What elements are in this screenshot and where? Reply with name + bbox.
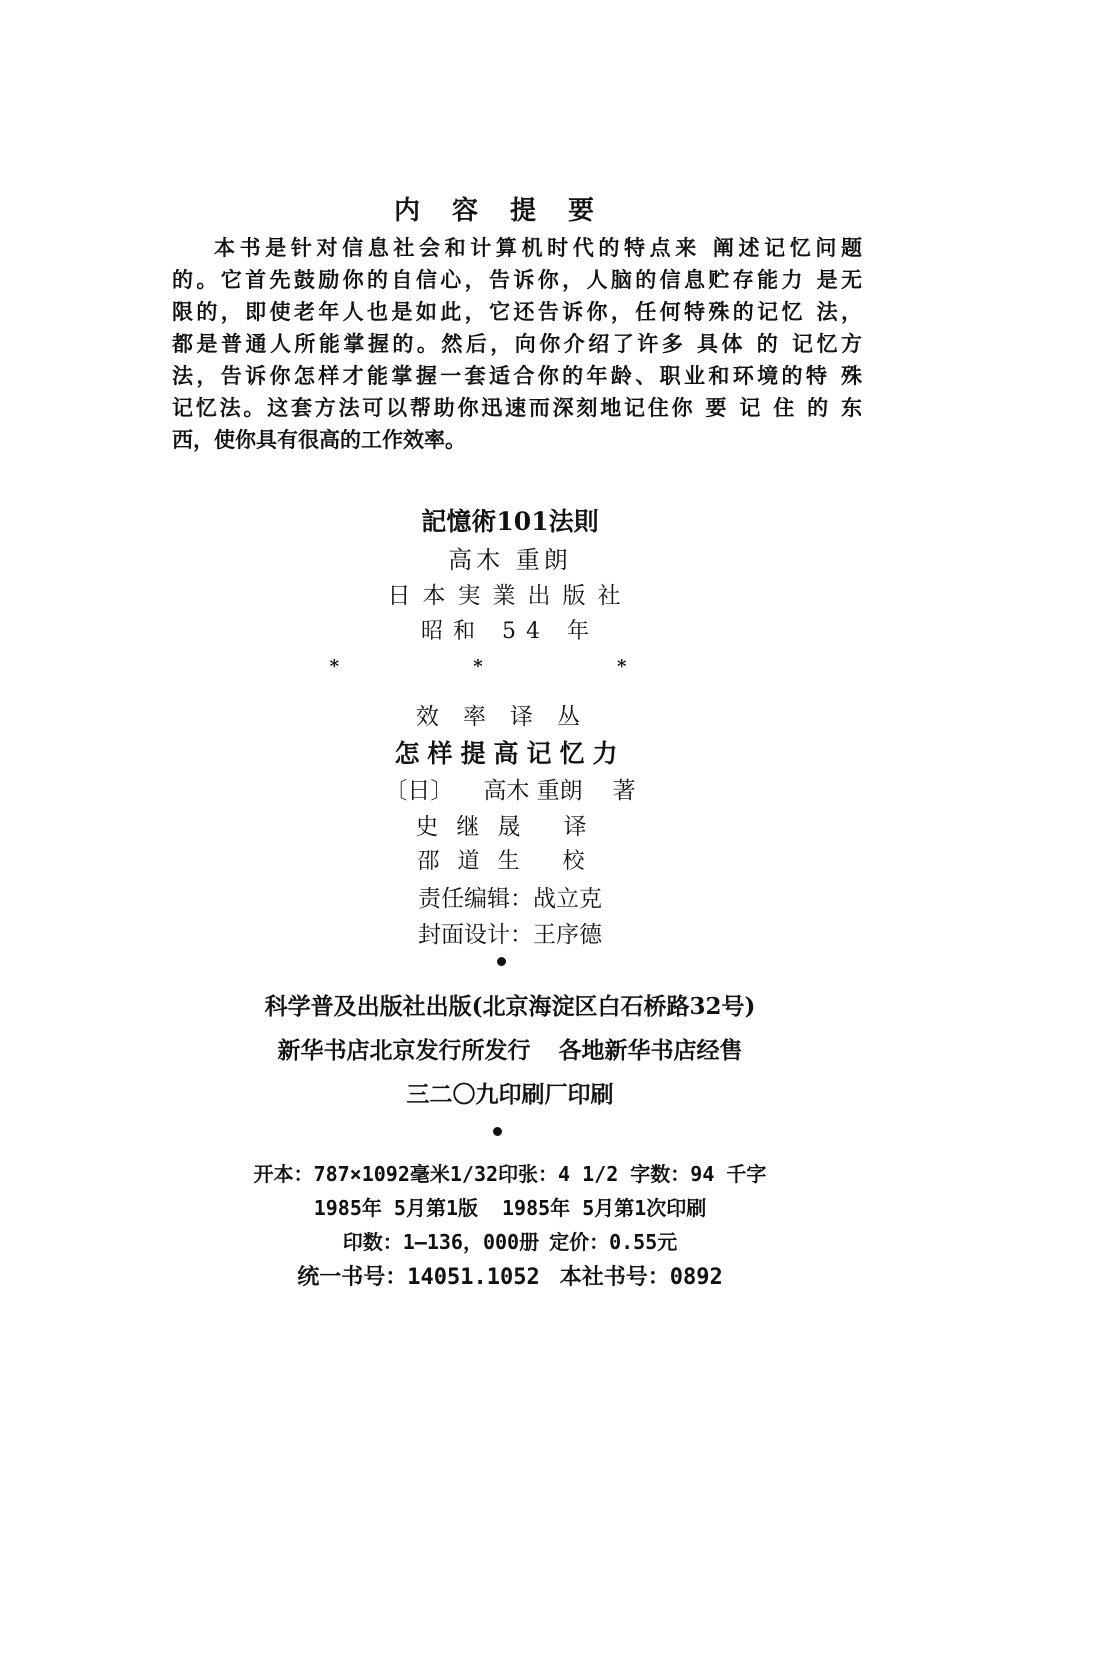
book-title: 怎样提高记忆力: [394, 739, 626, 768]
series-name: 效率译丛: [416, 704, 604, 730]
abstract-line: 法，告诉你怎样才能掌握一套适合你的年龄、职业和环境的特 殊: [172, 363, 862, 388]
abstract-body: [172, 232, 862, 456]
abstract-line: 本书是针对信息社会和计算机时代的特点来 阐述记忆问题: [214, 235, 862, 260]
house-book-number: 本社书号：0892: [559, 1265, 723, 1290]
original-year: 昭和 54 年: [421, 619, 599, 644]
abstract-line: 西，使你具有很高的工作效率。: [172, 427, 466, 452]
seller: 各地新华书店经售: [558, 1037, 743, 1064]
abstract-line: 限的，即使老年人也是如此，它还告诉你，任何特殊的记忆 法，: [172, 299, 862, 324]
cover-designer: 封面设计：王序德: [418, 922, 602, 948]
abstract-line: 记忆法。这套方法可以帮助你迅速而深刻地记住你 要 记 住 的 东: [172, 395, 862, 420]
print-run-line: [0, 1226, 1020, 1255]
distributor: 新华书店北京发行所发行: [277, 1037, 531, 1064]
editor: 责任编辑：战立克: [418, 886, 602, 912]
separator-dot: [497, 957, 506, 966]
author-role: 著: [612, 778, 636, 804]
original-title: 記憶術101法則: [421, 507, 599, 536]
translator: 史继晟 译: [415, 814, 605, 840]
format-spec: 开本：787×1092毫米1/32印张：4 1/2 字数：94 千字: [253, 1162, 767, 1186]
separator-dot: [493, 1127, 502, 1136]
unified-book-number: 统一书号：14051.1052: [297, 1265, 540, 1290]
author-nationality: 〔日〕: [384, 778, 454, 804]
abstract-title: 内容提要: [393, 196, 626, 226]
distribution-line: [0, 1032, 1020, 1065]
price: 定价：0.55元: [549, 1230, 678, 1254]
separator-stars: * * *: [329, 656, 691, 677]
edition-line: [0, 1192, 1020, 1221]
print-run: 印数：1—136，000册: [342, 1230, 540, 1254]
printing: 1985年 5月第1次印刷: [502, 1196, 707, 1220]
abstract-line: 的。它首先鼓励你的自信心，告诉你，人脑的信息贮存能力 是无: [172, 267, 862, 292]
original-author: 高木 重朗: [448, 546, 572, 574]
author-name: 高木 重朗: [483, 778, 583, 804]
abstract-line: 都是普通人所能掌握的。然后，向你介绍了许多 具体 的 记忆方: [172, 331, 862, 356]
printer-line: 三二〇九印刷厂印刷: [406, 1081, 614, 1108]
original-publisher: 日本実業出版社: [387, 583, 633, 609]
book-number-line: [0, 1260, 1020, 1291]
author-line: [0, 772, 1020, 805]
publisher-line: 科学普及出版社出版(北京海淀区白石桥路32号): [264, 993, 756, 1020]
proofreader: 邵道生 校: [417, 849, 603, 874]
edition: 1985年 5月第1版: [313, 1196, 478, 1220]
